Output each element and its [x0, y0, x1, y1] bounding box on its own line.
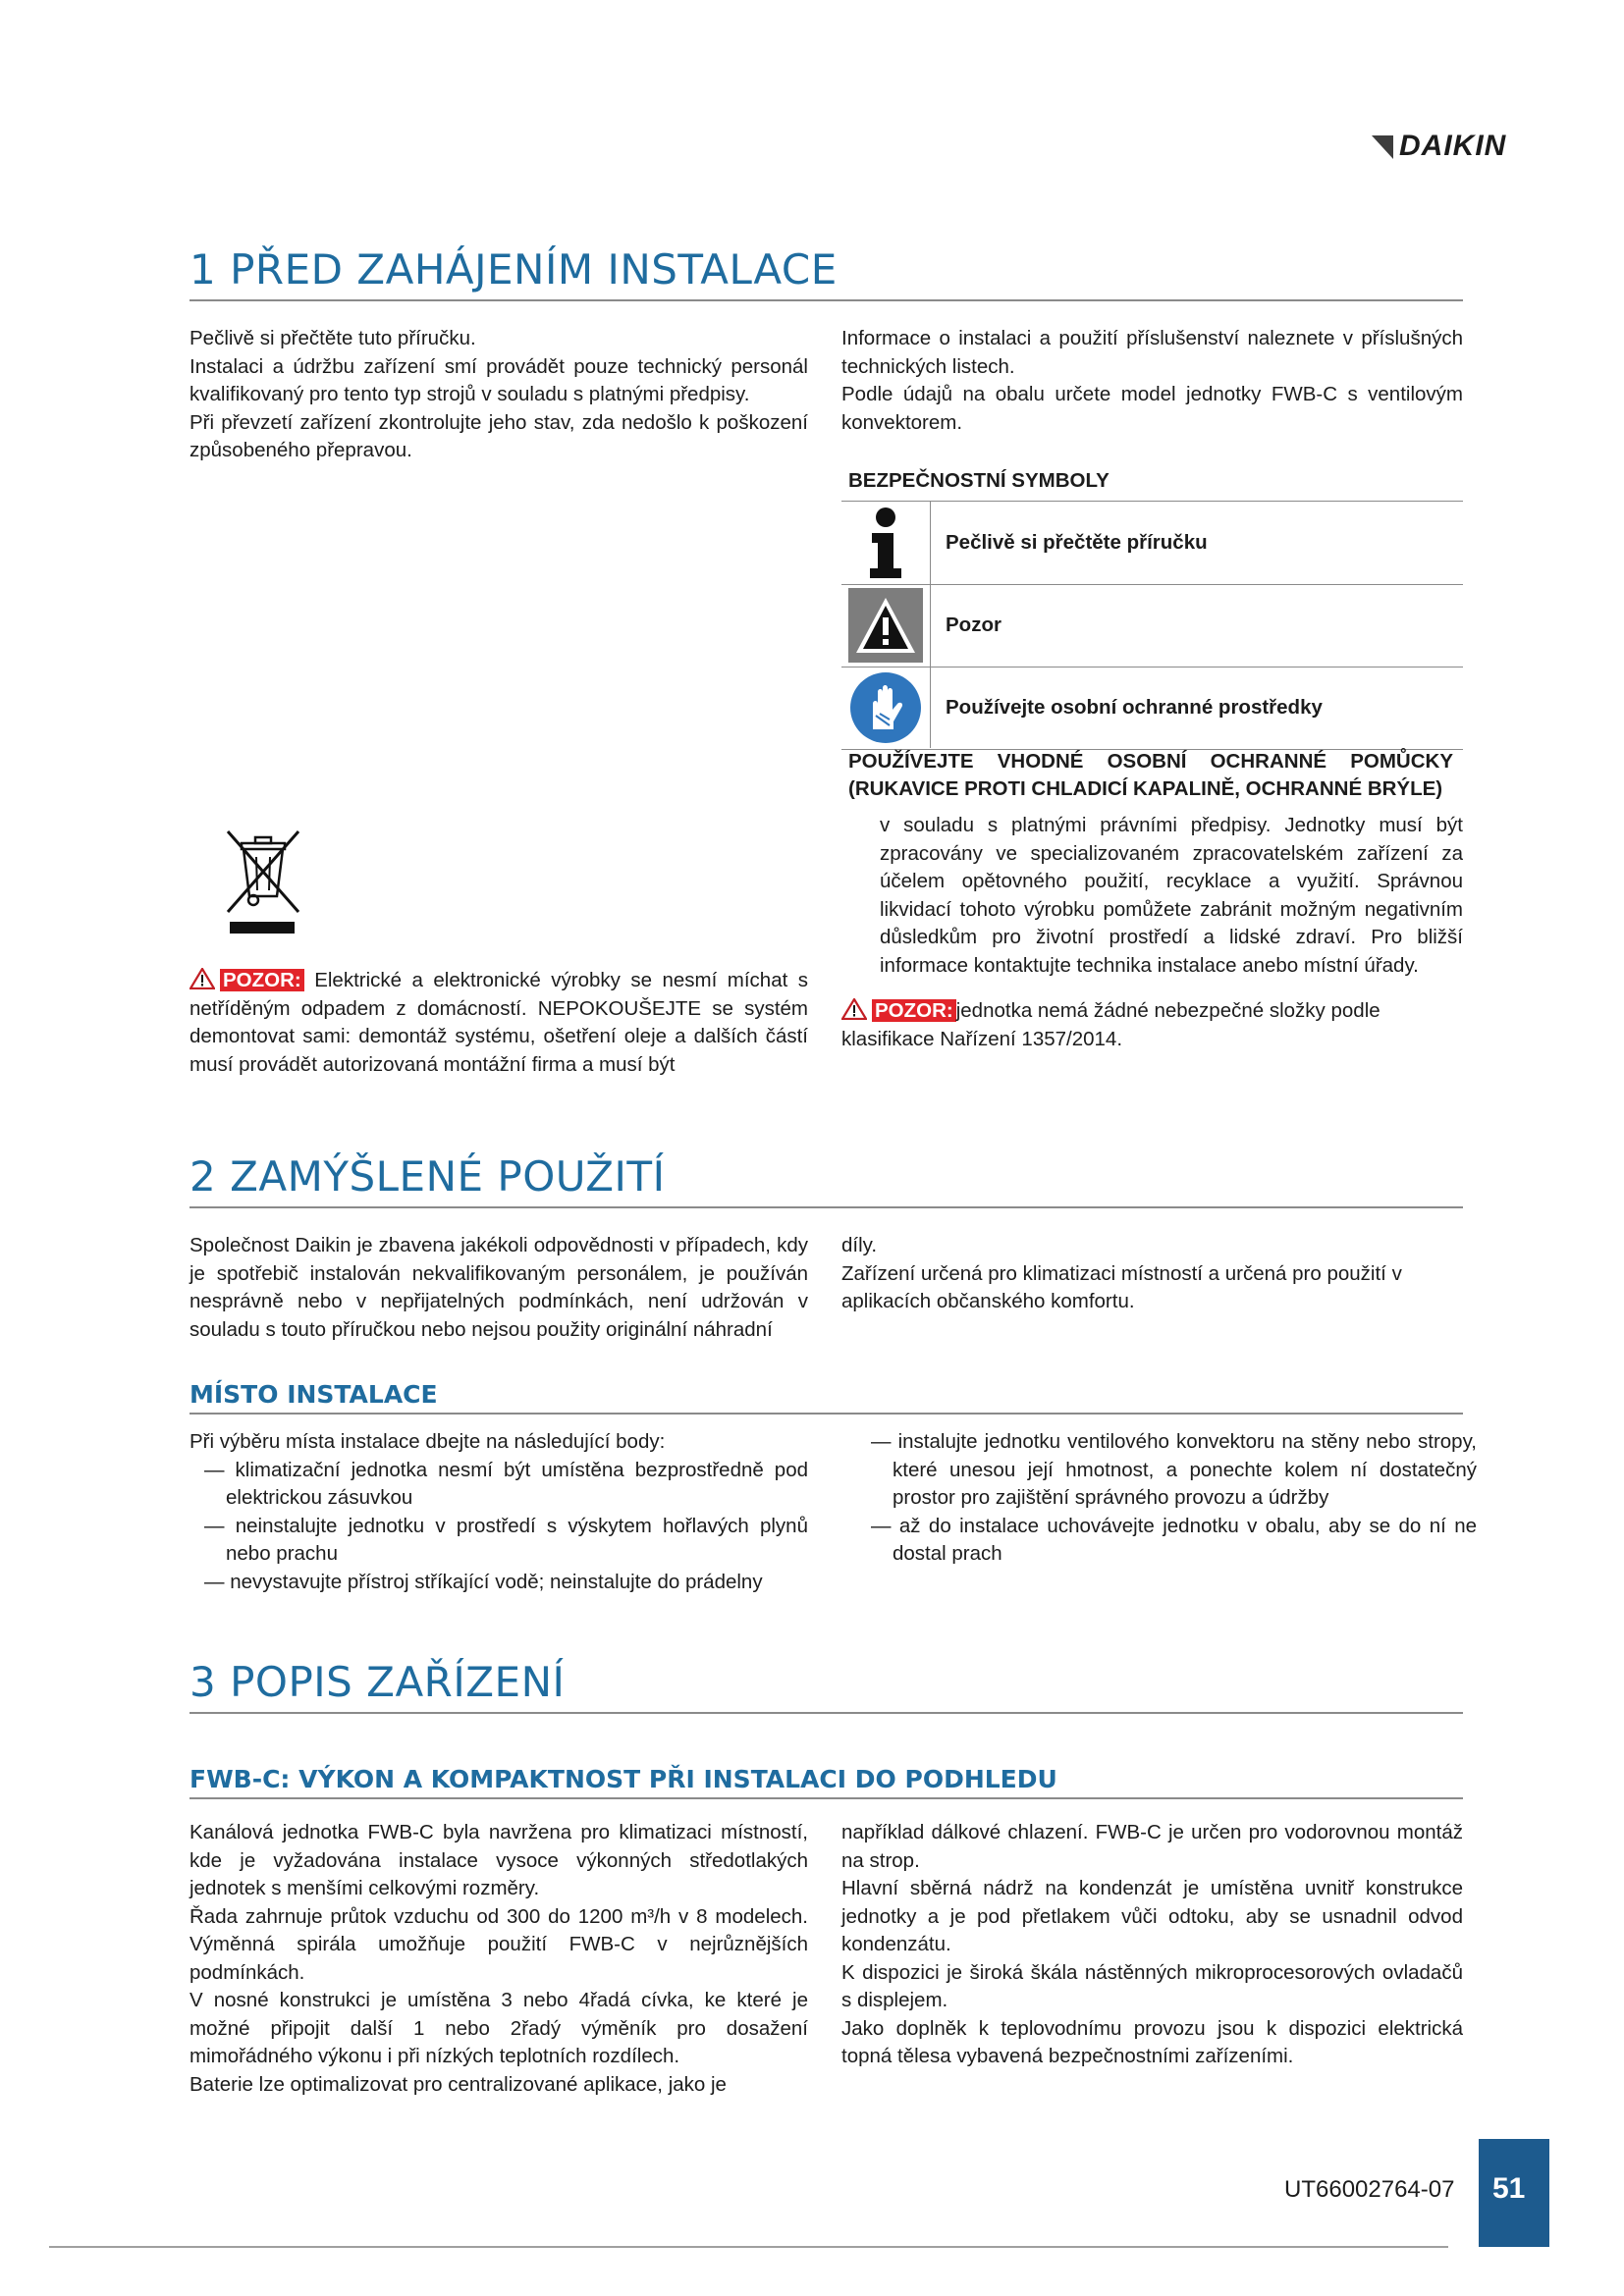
s1-left-line-3: Při převzetí zařízení zkontrolujte jeho stav, zda nedošlo k poškození způsobeného přepravou. — [189, 410, 808, 461]
s1-left-line-2: Instalaci a údržbu zařízení smí provádět pouze technický personál kvalifikovaný pro tento typ strojů v souladu s platnými předpisy. — [189, 354, 808, 405]
gloves-icon — [846, 670, 925, 745]
s1-left-line-1: Pečlivě si přečtěte tuto příručku. — [189, 327, 476, 349]
safety-label-caution: Pozor — [946, 614, 1001, 636]
s2-right-line-2: Zařízení určená pro klimatizaci místností a určená pro použití v aplikacích občanského komfortu. — [841, 1261, 1402, 1312]
logo-mark-icon — [1372, 135, 1393, 159]
ppe-note: POUŽÍVEJTE VHODNÉ OSOBNÍ OCHRANNÉ POMŮCKY (RUKAVICE PROTI CHLADICÍ KAPALINĚ, OCHRANNÉ BRÝLE) — [848, 750, 1453, 800]
safety-row-caution — [841, 584, 1463, 667]
daikin-logo — [1372, 130, 1548, 165]
safety-label-ppe: Používejte osobní ochranné prostředky — [946, 696, 1323, 719]
pozor-label: POZOR: — [220, 969, 304, 991]
safety-symbols-title: BEZPEČNOSTNÍ SYMBOLY — [848, 469, 1110, 492]
safety-row-read-manual — [841, 502, 1463, 585]
weee-warning-left-text: Elektrické a elektronické výrobky se nesmí míchat s netříděným odpadem z domácností. NEPOKOUŠEJTE se systém demontovat sami: demontáž systému, ošetření oleje a dalších částí musí provádět autorizovaná montážní firma a musí být — [189, 969, 809, 1076]
s3-right-para-4: Jako doplněk k teplovodnímu provozu jsou k dispozici elektrická topná tělesa vybavená bezpečnostními zařízeními. — [841, 2016, 1463, 2067]
s1-right-line-2: Podle údajů na obalu určete model jednotky FWB-C s ventilovým konvektorem. — [841, 383, 1463, 434]
section-3-left-text — [189, 1819, 808, 2099]
crossed-bin-icon — [224, 829, 302, 937]
s3-left-para-1: Kanálová jednotka FWB-C byla navržena pro klimatizaci místností, kde je vyžadována instalace vysoce výkonných středotlakých jednotek s menšími celkovými rozměry. — [189, 1821, 808, 1899]
s2-right-line-1: díly. — [841, 1234, 878, 1256]
pozor-note-text: jednotka nemá žádné nebezpečné složky podle klasifikace Nařízení 1357/2014. — [841, 999, 1380, 1050]
s1-right-line-1: Informace o instalaci a použití příslušenství naleznete v příslušných technických listech. — [841, 327, 1463, 378]
warning-icon — [846, 588, 925, 663]
document-code: UT66002764-07 — [1284, 2176, 1455, 2203]
caution-triangle-icon — [189, 968, 215, 989]
pozor-label: POZOR: — [872, 999, 956, 1022]
section-2-title: 2 ZAMÝŠLENÉ POUŽITÍ — [189, 1152, 1463, 1208]
section-1-right-text — [841, 325, 1463, 437]
page-number: 51 — [1492, 2172, 1526, 2205]
installation-bullets-left — [189, 1457, 808, 1597]
list-item: — nevystavujte přístroj stříkající vodě; neinstalujte do prádelny — [204, 1570, 763, 1593]
section-1-title: 1 PŘED ZAHÁJENÍM INSTALACE — [189, 245, 1463, 301]
installation-place-title: MÍSTO INSTALACE — [189, 1380, 1463, 1415]
s3-left-para-4: Baterie lze optimalizovat pro centralizované aplikace, jako je — [189, 2072, 727, 2096]
footer-rule — [49, 2246, 1448, 2248]
section-2-left-text: Společnost Daikin je zbavena jakékoli odpovědnosti v případech, kdy je spotřebič instalován nekvalifikovaným personálem, je používán nesprávně nebo v nepřijatelných podmínkách, není udržován v souladu s touto příručkou nebo nejsou použity originální náhradní — [189, 1234, 808, 1341]
list-item: — až do instalace uchovávejte jednotku v obalu, aby se do ní ne dostal prach — [871, 1514, 1477, 1565]
weee-warning-right: v souladu s platnými právními předpisy. Jednotky musí být zpracovány ve specializovaném zpracovatelském zařízení za účelem opětovného použití, recyklace a využití. Správnou likvidací tohoto výrobku pomůžete zabránit možným negativním důsledkům pro životní prostředí a lidské zdraví. Pro bližší informace kontaktujte technika instalace anebo místní úřady. — [880, 814, 1463, 977]
installation-left-list — [189, 1428, 808, 1596]
installation-bullets-right — [856, 1428, 1477, 1569]
s3-left-para-3: V nosné konstrukci je umístěna 3 nebo 4řadá cívka, ke které je možné připojit další 1 nebo 2řadý výměník pro dosažení mimořádného výkonu i při nízkých teplotních rozdílech. — [189, 1989, 808, 2067]
installation-intro: Při výběru místa instalace dbejte na následující body: — [189, 1430, 666, 1453]
weee-warning-left — [189, 967, 808, 1079]
section-3-title: 3 POPIS ZAŘÍZENÍ — [189, 1658, 1463, 1714]
section-2-right-text — [841, 1232, 1463, 1316]
info-icon — [846, 506, 925, 580]
fwbc-subtitle: FWB-C: VÝKON A KOMPAKTNOST PŘI INSTALACI DO PODHLEDU — [189, 1765, 1463, 1799]
safety-label-read-manual: Pečlivě si přečtěte příručku — [946, 531, 1208, 554]
pozor-note — [841, 997, 1463, 1053]
s3-right-para-1: například dálkové chlazení. FWB-C je určen pro vodorovnou montáž na strop. — [841, 1821, 1463, 1872]
page-number-tab — [1479, 2139, 1549, 2247]
section-3-right-text — [841, 1819, 1463, 2071]
safety-row-ppe — [841, 667, 1463, 750]
logo-text: DAIKIN — [1399, 130, 1507, 162]
list-item: — instalujte jednotku ventilového konvektoru na stěny nebo stropy, které unesou její hmotnost, a ponechte kolem ní dostatečný prostor pro zajištění správného provozu a údržby — [871, 1430, 1477, 1509]
list-item: — neinstalujte jednotku v prostředí s výskytem hořlavých plynů nebo prachu — [204, 1514, 808, 1565]
s3-right-para-2: Hlavní sběrná nádrž na kondenzát je umístěna uvnitř konstrukce jednotky a je pod přetlakem vůči odtoku, aby se usnadnil odvod kondenzátu. — [841, 1877, 1463, 1955]
s3-left-para-2: Řada zahrnuje průtok vzduchu od 300 do 1200 m³/h v 8 modelech. Výměnná spirála umožňuje použití FWB-C v nejrůznějších podmínkách. — [189, 1904, 808, 1984]
caution-triangle-icon — [841, 998, 867, 1020]
section-1-left-text — [189, 325, 808, 465]
list-item: — klimatizační jednotka nesmí být umístěna bezprostředně pod elektrickou zásuvkou — [204, 1458, 808, 1509]
s3-right-para-3: K dispozici je široká škála nástěnných mikroprocesorových ovladačů s displejem. — [841, 1960, 1463, 2011]
